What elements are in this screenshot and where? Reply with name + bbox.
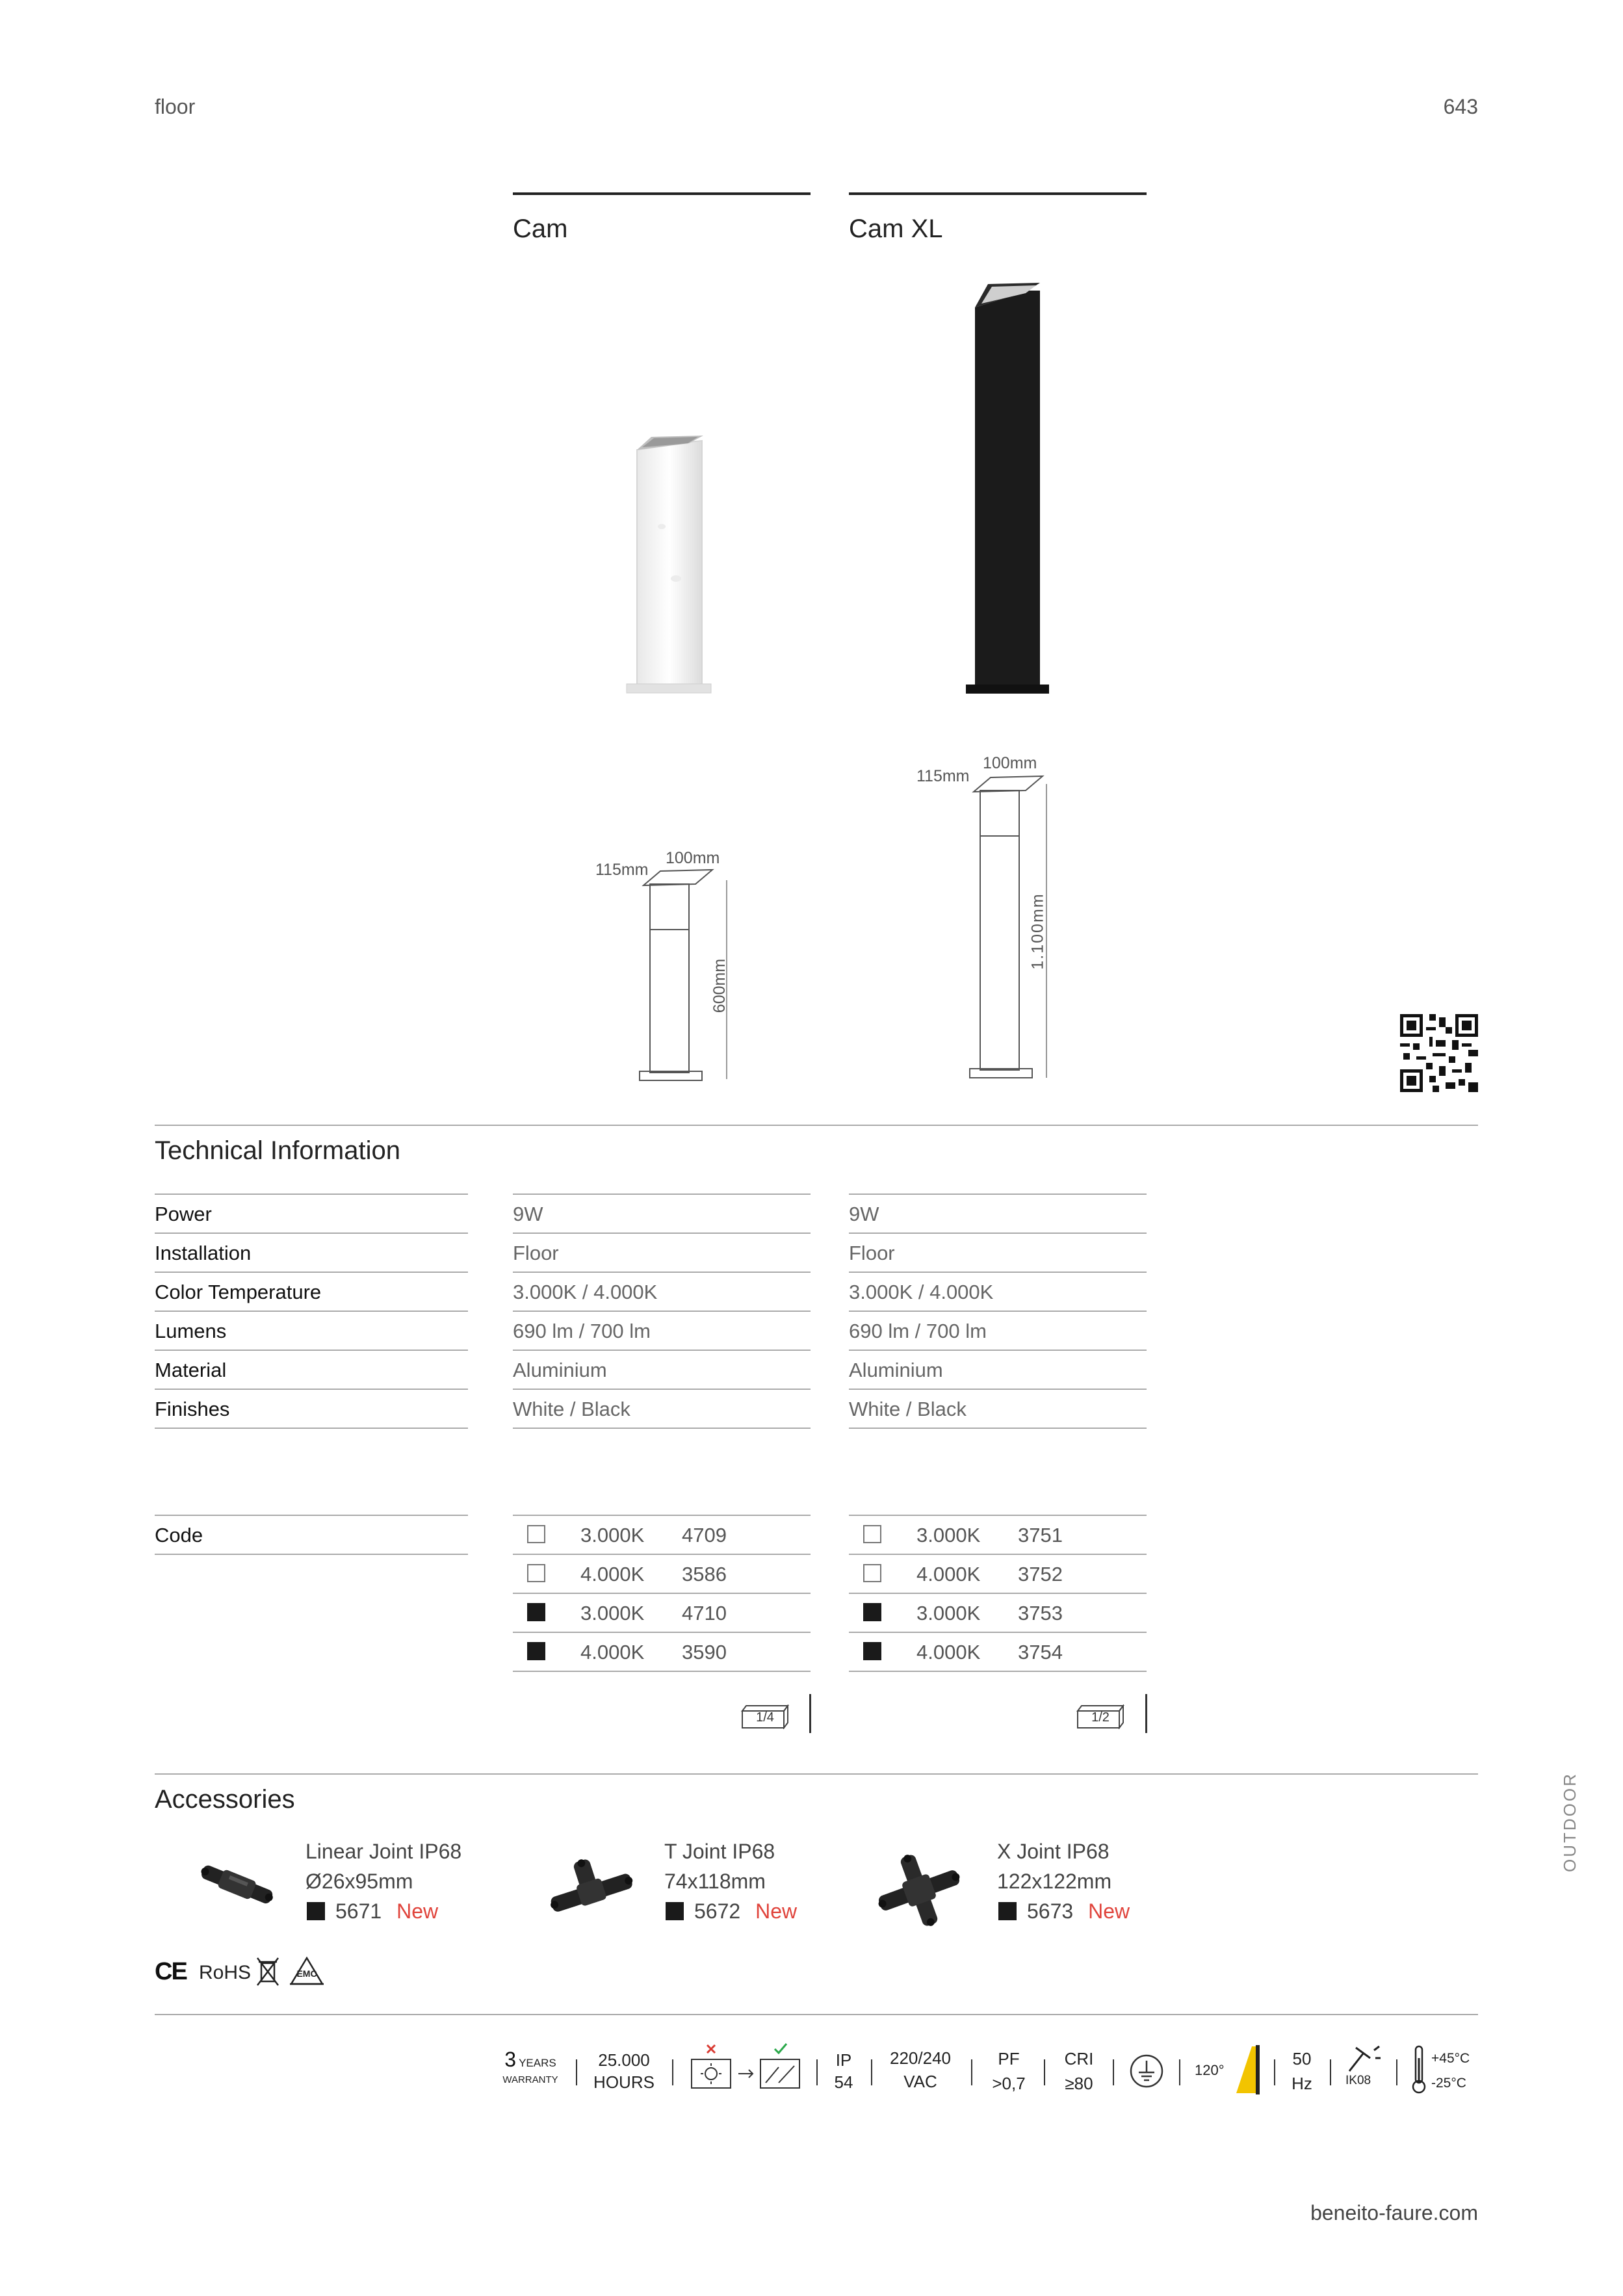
product-title-cam-xl: Cam XL [849,215,943,243]
page-number: 643 [1443,95,1478,118]
ip-value: 54 [834,2072,853,2092]
cri-label: CRI [1064,2049,1094,2068]
table-rule [513,1593,811,1594]
frequency-spec [1286,2046,1318,2096]
code-temperature: 3.000K [580,1524,645,1546]
cri-spec [1053,2046,1105,2096]
voltage-unit: VAC [903,2072,937,2091]
linear-joint-icon [195,1858,279,1910]
t-joint-icon [545,1853,636,1924]
code-label-rule-bottom [155,1554,468,1555]
power-factor-spec [981,2046,1036,2096]
table-rule [513,1632,811,1633]
spec-separator [816,2059,818,2085]
spec-value-cam: Aluminium [513,1359,607,1381]
product-code: 3753 [1018,1602,1063,1624]
accessory-name: T Joint IP68 [664,1840,775,1863]
table-rule [155,1389,468,1390]
table-rule [849,1515,1147,1516]
footer-website-link[interactable]: beneito-faure.com [1310,2201,1478,2224]
table-rule [849,1389,1147,1390]
cam-width-label: 100mm [666,849,720,867]
table-rule [155,1428,468,1429]
spec-value-cam-xl: Aluminium [849,1359,943,1381]
code-temperature: 4.000K [580,1563,645,1585]
spec-value-cam: 690 lm / 700 lm [513,1320,651,1342]
frequency-value: 50 [1292,2049,1312,2068]
black-finish-swatch [863,1642,881,1660]
spec-label: Installation [155,1242,252,1264]
product-code: 4709 [682,1524,727,1546]
side-tab-outdoor: OUTDOOR [1560,1772,1579,1872]
pf-value: >0,7 [992,2074,1026,2093]
white-finish-swatch [527,1525,545,1543]
table-rule [155,1194,468,1195]
spec-value-cam: 9W [513,1203,543,1225]
warranty-number: 3 [504,2048,517,2071]
cam-height-label: 600mm [710,958,729,1013]
cam-xl-black-bollard-image [955,276,1059,699]
ik-rating: IK08 [1345,2074,1371,2087]
product-code: 3752 [1018,1563,1063,1585]
code-temperature: 4.000K [916,1641,981,1663]
beam-angle-value: 120° [1195,2062,1225,2078]
spec-value-cam: White / Black [513,1398,630,1420]
table-rule [513,1194,811,1195]
weee-bin-icon [255,1955,281,1988]
spec-value-cam-xl: 690 lm / 700 lm [849,1320,987,1342]
spec-separator [1274,2059,1275,2085]
warranty-label: WARRANTY [502,2074,558,2085]
product-code: 3754 [1018,1641,1063,1663]
table-rule [155,1350,468,1351]
black-finish-swatch [666,1902,684,1920]
table-rule [849,1554,1147,1555]
code-label: Code [155,1524,203,1546]
table-rule [849,1428,1147,1429]
spec-label: Finishes [155,1398,230,1420]
table-rule [849,1593,1147,1594]
pf-label: PF [998,2049,1020,2068]
lifetime-hours-spec [585,2049,663,2093]
ce-mark-icon: CE [155,1958,187,1985]
product-divider [513,192,811,195]
spec-value-cam-xl: White / Black [849,1398,967,1420]
accessory-name: X Joint IP68 [997,1840,1110,1863]
black-finish-swatch [307,1902,325,1920]
table-rule [513,1515,811,1516]
table-rule [849,1233,1147,1234]
technical-information-title: Technical Information [155,1136,400,1165]
warranty-years: YEARS [519,2057,556,2069]
table-rule [513,1272,811,1273]
table-rule [513,1350,811,1351]
spec-separator [1330,2059,1331,2085]
product-code: 4710 [682,1602,727,1624]
spec-label: Material [155,1359,227,1381]
ip-label: IP [835,2050,852,2070]
accessory-size: Ø26x95mm [305,1870,413,1893]
spec-separator [1179,2059,1180,2085]
accessory-code: 5672 [694,1899,741,1923]
packaging-cam: 1/4 [756,1710,774,1725]
table-rule [849,1350,1147,1351]
led-replacement-icon [688,2041,805,2093]
ik-impact-hammer-icon [1344,2044,1383,2074]
spec-separator [1044,2059,1045,2085]
new-badge: New [396,1899,439,1923]
table-rule [155,1311,468,1312]
accessory-code: 5671 [335,1899,382,1923]
cri-value: ≥80 [1065,2074,1093,2093]
thermometer-icon [1410,2045,1427,2094]
spec-separator [1396,2059,1397,2085]
temperature-min: -25°C [1431,2076,1466,2091]
hours-number: 25.000 [598,2050,650,2070]
table-rule [849,1272,1147,1273]
table-rule [513,1428,811,1429]
cam-xl-width-label: 100mm [983,754,1037,772]
accessory-item [305,1836,461,1926]
packaging-cam-xl: 1/2 [1091,1710,1110,1725]
voltage-spec [881,2046,959,2093]
section-name: floor [155,95,196,118]
cam-depth-label: 115mm [595,861,649,879]
rohs-label: RoHS [199,1962,252,1983]
spec-value-cam: Floor [513,1242,559,1264]
spec-separator [1113,2059,1114,2085]
black-finish-swatch [527,1642,545,1660]
voltage-value: 220/240 [890,2048,951,2068]
spec-separator [971,2059,972,2085]
table-rule [155,1272,468,1273]
black-finish-swatch [998,1902,1017,1920]
cam-xl-height-label: 1.100mm [1028,893,1047,970]
hours-label: HOURS [593,2072,655,2092]
x-joint-icon [874,1851,965,1929]
new-badge: New [755,1899,798,1923]
spec-separator [672,2059,673,2085]
spec-separator [871,2059,872,2085]
table-rule [513,1233,811,1234]
beam-angle-icon [1231,2044,1264,2096]
cam-white-bollard-image [611,429,715,702]
code-temperature: 3.000K [580,1602,645,1624]
spec-value-cam: 3.000K / 4.000K [513,1281,658,1303]
product-divider [849,192,1147,195]
new-badge: New [1088,1899,1130,1923]
qr-code[interactable] [1400,1014,1478,1092]
spec-value-cam-xl: 3.000K / 4.000K [849,1281,994,1303]
table-rule [849,1671,1147,1672]
black-finish-swatch [527,1603,545,1621]
spec-value-cam-xl: 9W [849,1203,879,1225]
cam-xl-depth-label: 115mm [916,767,970,785]
section-divider [155,1125,1478,1126]
spec-label: Lumens [155,1320,227,1342]
accessory-item [664,1836,797,1926]
product-title-cam: Cam [513,215,568,243]
warranty-spec [499,2048,562,2085]
table-rule [513,1671,811,1672]
table-rule [513,1311,811,1312]
accessories-title: Accessories [155,1785,295,1814]
spec-separator [576,2059,577,2085]
spec-value-cam-xl: Floor [849,1242,895,1264]
table-rule [513,1389,811,1390]
spec-label: Power [155,1203,212,1225]
accessory-item [997,1836,1130,1926]
product-code: 3590 [682,1641,727,1663]
frequency-unit: Hz [1292,2074,1312,2093]
code-temperature: 3.000K [916,1524,981,1546]
earth-ground-icon [1128,2053,1165,2089]
code-label-rule-top [155,1515,468,1516]
packaging-divider [809,1694,811,1733]
white-finish-swatch [863,1564,881,1582]
table-rule [849,1632,1147,1633]
section-divider [155,1773,1478,1775]
product-code: 3751 [1018,1524,1063,1546]
table-rule [155,1233,468,1234]
product-code: 3586 [682,1563,727,1585]
accessory-size: 74x118mm [664,1870,766,1893]
white-finish-swatch [863,1525,881,1543]
cam-xl-dimension-drawing [961,764,1071,1089]
packaging-divider [1145,1694,1147,1733]
accessory-code: 5673 [1027,1899,1074,1923]
table-rule [849,1194,1147,1195]
accessory-size: 122x122mm [997,1870,1112,1893]
black-finish-swatch [863,1603,881,1621]
section-divider [155,2014,1478,2015]
accessory-name: Linear Joint IP68 [305,1840,462,1863]
table-rule [849,1311,1147,1312]
code-temperature: 4.000K [580,1641,645,1663]
table-rule [513,1554,811,1555]
spec-label: Color Temperature [155,1281,322,1303]
code-temperature: 4.000K [916,1563,981,1585]
emc-label: EMC [296,1968,317,1979]
temperature-max: +45°C [1431,2051,1470,2066]
white-finish-swatch [527,1564,545,1582]
operating-temperature-spec [1431,2046,1470,2096]
code-temperature: 3.000K [916,1602,981,1624]
ip-rating-spec [825,2049,862,2093]
